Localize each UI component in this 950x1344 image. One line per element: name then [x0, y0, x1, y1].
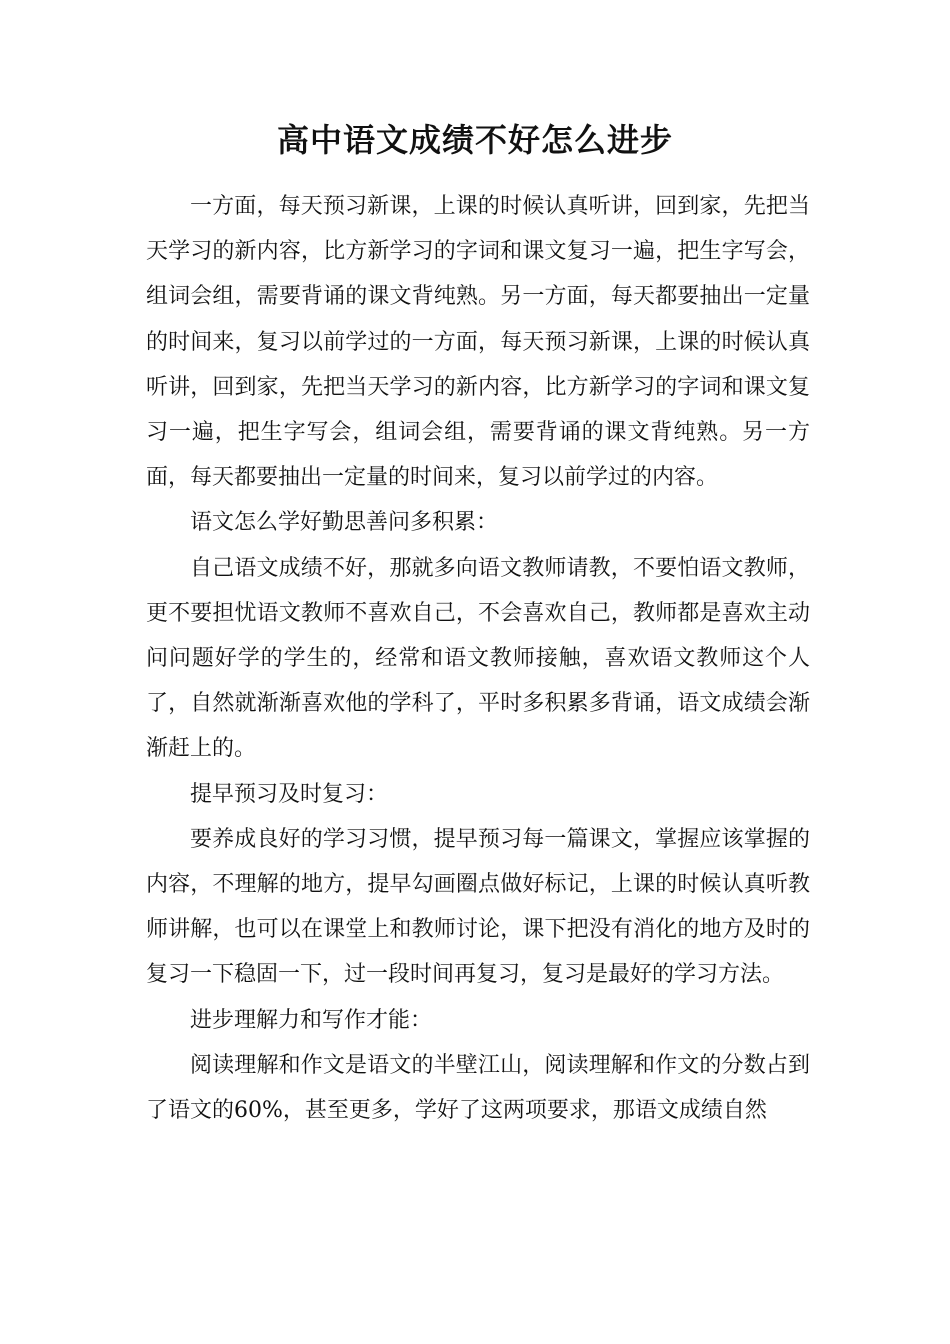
paragraph-3: 自己语文成绩不好，那就多向语文教师请教，不要怕语文教师，更不要担忧语文教师不喜欢自己，不会喜欢自己，教师都是喜欢主动问问题好学的学生的，经常和语文教师接触，喜欢语文教师这个人了，自然就渐渐喜欢他的学科了，平时多积累多背诵，语文成绩会渐渐赶上的。 [146, 555, 810, 762]
paragraph-2-heading: 语文怎么学好勤思善问多积累： [190, 510, 499, 536]
paragraph-7: 阅读理解和作文是语文的半壁江山，阅读理解和作文的分数占到了语文的60%，甚至更多，学好了这两项要求，那语文成绩自然 [146, 1052, 810, 1124]
paragraph-1: 一方面，每天预习新课，上课的时候认真听讲，回到家，先把当天学习的新内容，比方新学习的字词和课文复习一遍，把生字写会，组词会组，需要背诵的课文背纯熟。另一方面，每天都要抽出一定量的时间来，复习以前学过的一方面，每天预习新课，上课的时候认真听讲，回到家，先把当天学习的新内容，比方新学习的字词和课文复习一遍，把生字写会，组词会组，需要背诵的课文背纯熟。另一方面，每天都要抽出一定量的时间来，复习以前学过的内容。 [146, 194, 810, 491]
paragraph-4-heading: 提早预习及时复习： [190, 781, 389, 807]
paragraph-6-heading: 进步理解力和写作才能： [190, 1007, 433, 1033]
paragraph-5: 要养成良好的学习习惯，提早预习每一篇课文，掌握应该掌握的内容，不理解的地方，提早勾画圈点做好标记，上课的时候认真听教师讲解，也可以在课堂上和教师讨论，课下把没有消化的地方及时的复习一下稳固一下，过一段时间再复习，复习是最好的学习方法。 [146, 826, 810, 988]
document-title: 高中语文成绩不好怎么进步 [276, 121, 673, 159]
document-body [146, 184, 810, 1133]
